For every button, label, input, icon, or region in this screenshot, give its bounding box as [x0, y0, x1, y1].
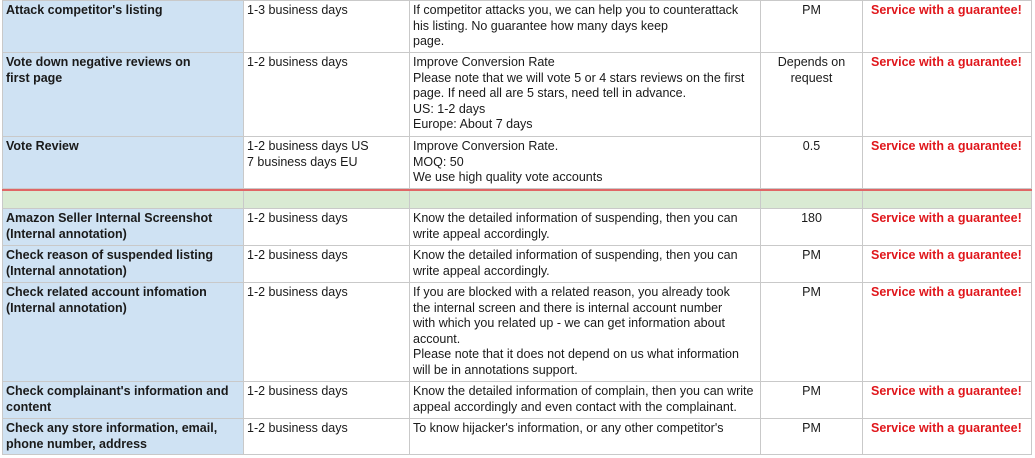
price-cell[interactable] [761, 382, 863, 419]
guarantee-text: Service with a guarantee! [871, 3, 1022, 17]
table-row [3, 53, 1032, 137]
price-cell-text: 0.5 [802, 139, 821, 153]
description-cell[interactable] [410, 246, 761, 283]
description-cell-text: page. If need all are 5 stars, need tell in advance. [413, 86, 687, 101]
guarantee-text: Service with a guarantee! [871, 139, 1022, 153]
description-cell-text: write appeal accordingly. [413, 226, 550, 241]
time-cell[interactable] [244, 1, 410, 53]
services-table [2, 0, 1032, 455]
time-cell[interactable] [244, 53, 410, 137]
description-cell-text: Know the detailed information of suspending, then you can [413, 248, 738, 262]
service-cell-text: Amazon Seller Internal Screenshot [6, 211, 213, 225]
time-cell-text: 1-2 business days US [247, 139, 369, 153]
guarantee-cell[interactable] [863, 137, 1032, 189]
description-cell-text: the internal screen and there is internal account number [413, 300, 723, 315]
service-cell-text: Check complainant's information and [6, 384, 229, 398]
description-cell-text: write appeal accordingly. [413, 263, 550, 278]
service-cell-text: phone number, address [6, 436, 148, 451]
time-cell-text: 1-2 business days [247, 421, 348, 435]
description-cell-text: appeal accordingly and even contact with the complainant. [413, 399, 737, 414]
guarantee-text: Service with a guarantee! [871, 55, 1022, 69]
guarantee-text: Service with a guarantee! [871, 421, 1022, 435]
description-cell-text: account. [413, 331, 461, 346]
table-row [3, 246, 1032, 283]
service-cell[interactable] [3, 137, 244, 189]
guarantee-cell[interactable] [863, 246, 1032, 283]
separator-cell[interactable] [863, 190, 1032, 209]
service-cell-text: (Internal annotation) [6, 263, 127, 278]
guarantee-text: Service with a guarantee! [871, 248, 1022, 262]
price-cell-text: PM [802, 384, 821, 398]
service-cell[interactable] [3, 53, 244, 137]
description-cell[interactable] [410, 1, 761, 53]
service-cell[interactable] [3, 246, 244, 283]
time-cell[interactable] [244, 209, 410, 246]
price-cell[interactable] [761, 419, 863, 455]
guarantee-text: Service with a guarantee! [871, 211, 1022, 225]
description-cell-text: Improve Conversion Rate [413, 55, 555, 69]
guarantee-text: Service with a guarantee! [871, 285, 1022, 299]
description-cell-text: Know the detailed information of suspending, then you can [413, 211, 738, 225]
top-table-section [3, 1, 1032, 189]
separator-cell[interactable] [244, 190, 410, 209]
price-cell-text: Depends on [777, 55, 846, 69]
service-cell-text: Check reason of suspended listing [6, 248, 213, 262]
description-cell[interactable] [410, 382, 761, 419]
price-cell[interactable] [761, 246, 863, 283]
description-cell[interactable] [410, 283, 761, 382]
service-cell-text: (Internal annotation) [6, 300, 127, 315]
bottom-table-section [3, 209, 1032, 455]
time-cell-text: 1-3 business days [247, 3, 348, 17]
service-cell-text: Check any store information, email, [6, 421, 218, 435]
description-cell-text: his listing. No guarantee how many days keep [413, 18, 669, 33]
price-cell[interactable] [761, 283, 863, 382]
price-cell[interactable] [761, 209, 863, 246]
service-cell[interactable] [3, 382, 244, 419]
description-cell-text: will be in annotations support. [413, 362, 578, 377]
guarantee-cell[interactable] [863, 382, 1032, 419]
table-row [3, 382, 1032, 419]
time-cell[interactable] [244, 382, 410, 419]
price-cell-text: PM [802, 285, 821, 299]
table-row [3, 1, 1032, 53]
time-cell-text: 7 business days EU [247, 154, 358, 169]
table-row [3, 419, 1032, 455]
price-cell-text: PM [802, 248, 821, 262]
service-cell-text: content [6, 399, 52, 414]
guarantee-cell[interactable] [863, 53, 1032, 137]
description-cell-text: If you are blocked with a related reason, you already took [413, 285, 730, 299]
guarantee-cell[interactable] [863, 283, 1032, 382]
price-cell-text: request [790, 70, 833, 85]
time-cell[interactable] [244, 137, 410, 189]
service-cell[interactable] [3, 419, 244, 455]
service-cell[interactable] [3, 283, 244, 382]
time-cell[interactable] [244, 419, 410, 455]
separator-cell[interactable] [761, 190, 863, 209]
description-cell[interactable] [410, 137, 761, 189]
guarantee-cell[interactable] [863, 209, 1032, 246]
time-cell-text: 1-2 business days [247, 248, 348, 262]
service-cell[interactable] [3, 209, 244, 246]
separator-green-row [3, 190, 1032, 209]
service-cell-text: Attack competitor's listing [6, 3, 163, 17]
description-cell-text: Improve Conversion Rate. [413, 139, 559, 153]
description-cell-text: page. [413, 34, 445, 49]
table-row [3, 283, 1032, 382]
price-cell[interactable] [761, 53, 863, 137]
table-row [3, 137, 1032, 189]
time-cell-text: 1-2 business days [247, 211, 348, 225]
description-cell-text: We use high quality vote accounts [413, 170, 603, 185]
description-cell-text: US: 1-2 days [413, 101, 486, 116]
description-cell[interactable] [410, 419, 761, 455]
description-cell-text: Europe: About 7 days [413, 117, 533, 132]
description-cell-text: If competitor attacks you, we can help you to counterattack [413, 3, 739, 17]
guarantee-cell[interactable] [863, 1, 1032, 53]
description-cell-text: MOQ: 50 [413, 154, 464, 169]
description-cell-text: with which you related up - we can get information about [413, 316, 725, 331]
section-separator [3, 189, 1032, 209]
price-cell-text: 180 [801, 211, 822, 225]
separator-cell[interactable] [410, 190, 761, 209]
time-cell-text: 1-2 business days [247, 285, 348, 299]
separator-cell[interactable] [3, 190, 244, 209]
table-row [3, 209, 1032, 246]
description-cell-text: To know hijacker's information, or any other competitor's [413, 421, 724, 435]
description-cell[interactable] [410, 209, 761, 246]
guarantee-text: Service with a guarantee! [871, 384, 1022, 398]
service-cell-text: Check related account infomation [6, 285, 207, 299]
service-cell-text: Vote down negative reviews on [6, 55, 191, 69]
service-cell-text: (Internal annotation) [6, 226, 127, 241]
description-cell-text: Please note that we will vote 5 or 4 stars reviews on the first [413, 70, 745, 85]
service-cell[interactable] [3, 1, 244, 53]
guarantee-cell[interactable] [863, 419, 1032, 455]
description-cell-text: Please note that it does not depend on us what information [413, 347, 739, 362]
price-cell-text: PM [802, 3, 821, 17]
time-cell[interactable] [244, 283, 410, 382]
description-cell[interactable] [410, 53, 761, 137]
price-cell[interactable] [761, 1, 863, 53]
time-cell-text: 1-2 business days [247, 55, 348, 69]
service-cell-text: first page [6, 70, 63, 85]
price-cell-text: PM [802, 421, 821, 435]
service-cell-text: Vote Review [6, 139, 79, 153]
description-cell-text: Know the detailed information of complain, then you can write [413, 384, 754, 398]
price-cell[interactable] [761, 137, 863, 189]
time-cell-text: 1-2 business days [247, 384, 348, 398]
time-cell[interactable] [244, 246, 410, 283]
